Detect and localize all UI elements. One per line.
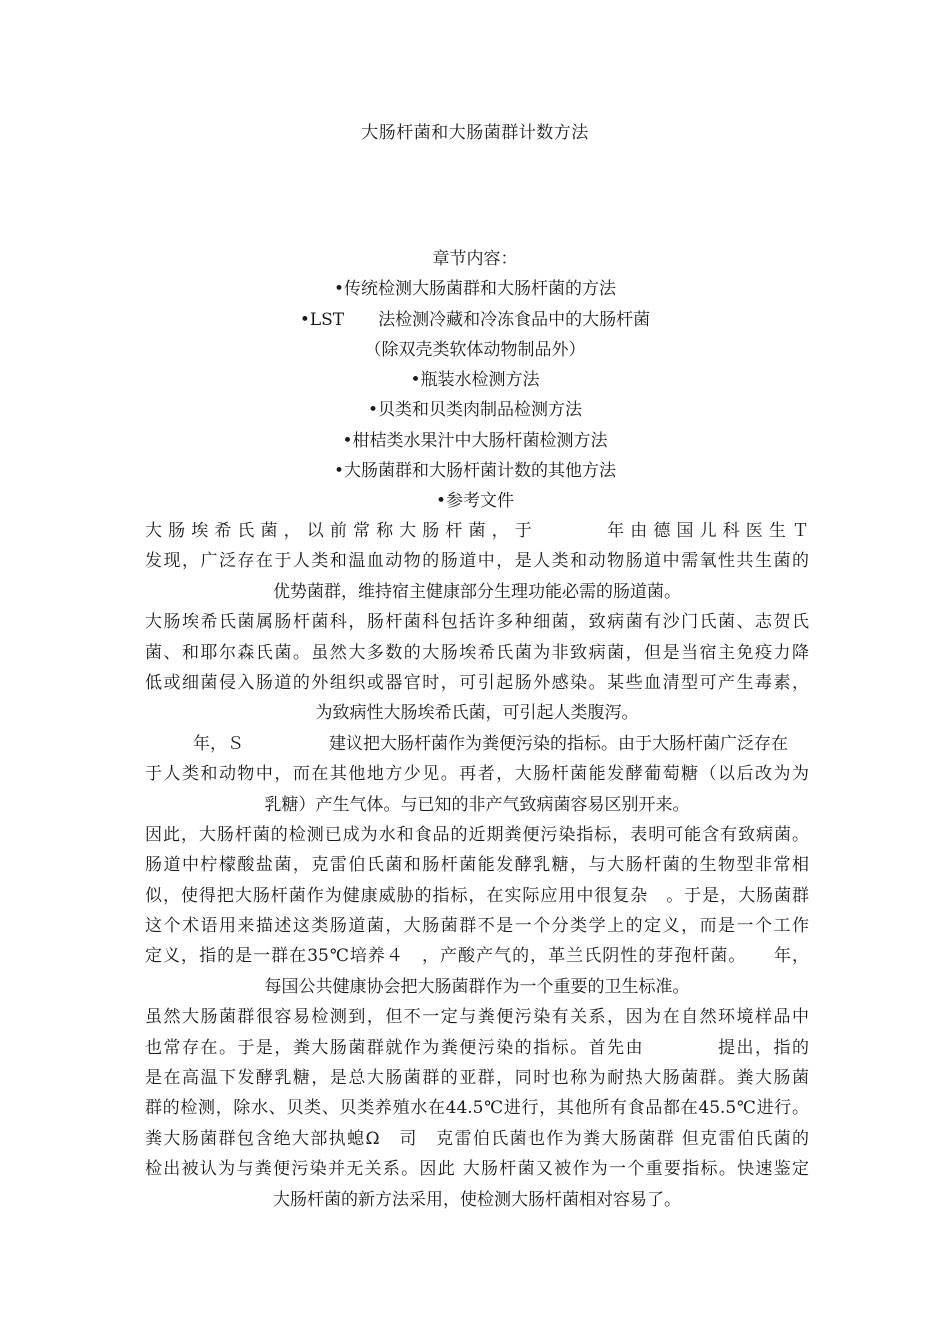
text-line: 因此，大肠杆菌的检测已成为水和食品的近期粪便污染指标，表明可能含有致病菌。 [145,824,809,845]
toc-item: •LST 法检测冷藏和冷冻食品中的大肠杆菌 [299,309,651,330]
text-line: 菌、和耶尔森氏菌。虽然大多数的大肠埃希氏菌为非致病菌，但是当宿主免疫力降 [145,642,809,663]
text-line: 乳糖）产生气体。与已知的非产气致病菌容易区别开来。 [264,794,690,815]
text-line: 优势菌群，维持宿主健康部分生理功能必需的肠道菌。 [273,581,681,602]
toc-item: •传统检测大肠菌群和大肠杆菌的方法 [333,279,617,300]
toc-item: •大肠菌群和大肠杆菌计数的其他方法 [333,461,617,482]
toc-item: （除双壳类软体动物制品外） [364,339,586,360]
text-line: 大肠埃希氏菌属肠杆菌科，肠杆菌科包括许多种细菌，致病菌有沙门氏菌、志贺氏 [145,612,809,633]
toc-item: •参考文件 [435,491,515,512]
text-line: 定义，指的是一群在35℃培养４ ，产酸产气的，革兰氏阴性的芽孢杆菌。 年， [145,946,809,967]
toc-item: •柑桔类水果汁中大肠杆菌检测方法 [342,430,608,451]
text-line: 虽然大肠菌群很容易检测到，但不一定与粪便污染有关系，因为在自然环境样品中 [145,1007,809,1028]
text-line: 检出被认为与粪便污染并无关系。因此 大肠杆菌又被作为一个重要指标。快速鉴定 [145,1159,809,1180]
text-line: 为致病性大肠埃希氏菌，可引起人类腹泻。 [315,703,639,724]
text-line: 年，Ｓ 建议把大肠杆菌作为粪便污染的指标。由于大肠杆菌广泛存在 [159,733,788,754]
text-line: 肠道中柠檬酸盐菌，克雷伯氏菌和肠杆菌能发酵乳糖，与大肠杆菌的生物型非常相 [145,855,809,876]
body-text [145,516,809,1215]
table-of-contents [0,244,950,517]
text-line: 大肠埃希氏菌，以前常称大肠杆菌，于 年由德国儿科医生Ｔ [145,521,809,541]
text-line: 群的检测，除水、贝类、贝类养殖水在44.5℃进行，其他所有食品都在45.5℃进行。 [145,1098,809,1119]
text-line: 似，使得把大肠杆菌作为健康威胁的指标，在实际应用中很复杂 。于是，大肠菌群 [145,885,809,906]
text-line: 低或细菌侵入肠道的外组织或器官时，可引起肠外感染。某些血清型可产生毒素， [145,672,809,693]
text-line: 每国公共健康协会把大肠菌群作为一个重要的卫生标准。 [264,976,690,997]
document-title: 大肠杆菌和大肠菌群计数方法 [361,123,589,143]
text-line: 粪大肠菌群包含绝大部执螅Ω 司 克雷伯氏菌也作为粪大肠菌群 但克雷伯氏菌的 [145,1128,809,1149]
text-line: 这个术语用来描述这类肠道菌，大肠菌群不是一个分类学上的定义，而是一个工作 [145,916,809,937]
toc-item: •贝类和贝类肉制品检测方法 [367,400,583,421]
text-line: 也常存在。于是，粪大肠菌群就作为粪便污染的指标。首先由 提出，指的 [145,1037,809,1058]
text-line: 发现，广泛存在于人类和温血动物的肠道中，是人类和动物肠道中需氧性共生菌的 [145,551,809,572]
toc-item: •瓶装水检测方法 [410,370,540,391]
text-line: 于人类和动物中，而在其他地方少见。再者，大肠杆菌能发酵葡萄糖（以后改为为 [145,764,809,785]
text-line: 大肠杆菌的新方法采用，使检测大肠杆菌相对容易了。 [273,1189,681,1210]
text-line: 是在高温下发酵乳糖，是总大肠菌群的亚群，同时也称为耐热大肠菌群。粪大肠菌 [145,1068,809,1089]
toc-heading: 章节内容： [432,249,518,269]
